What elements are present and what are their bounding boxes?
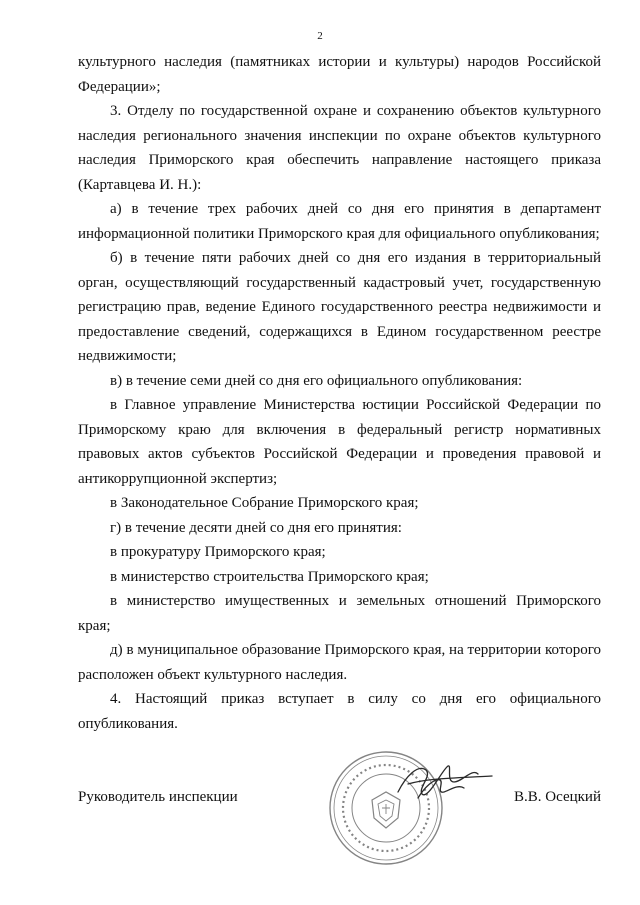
paragraph-subitem-a: а) в течение трех рабочих дней со дня его принятия в департамент информационной политики Приморского края для официального опубликования; xyxy=(78,201,601,242)
signatory-name: В.В. Осецкий xyxy=(514,789,601,805)
paragraph-ministry-construction: в министерство строительства Приморского края; xyxy=(110,568,429,585)
paragraph-prosecutor: в прокуратуру Приморского края; xyxy=(110,544,326,560)
document-body xyxy=(78,50,601,736)
paragraph-continuation: культурного наследия (памятниках истории и культуры) народов Российской Федерации»; xyxy=(78,54,601,95)
paragraph-item-3: 3. Отделу по государственной охране и сохранению объектов культурного наследия регионального значения инспекции по охране объектов культурного наследия Приморского края обеспечить направление настоящего приказа (Картавцева И. Н.): xyxy=(78,103,601,193)
page-number: 2 xyxy=(317,30,323,42)
paragraph-ministry-property: в министерство имущественных и земельных отношений Приморского края; xyxy=(78,593,601,634)
paragraph-legislative-assembly: в Законодательное Собрание Приморского края; xyxy=(110,495,419,511)
paragraph-ministry-justice: в Главное управление Министерства юстиции Российской Федерации по Приморскому краю для включения в федеральный регистр нормативных правовых актов субъектов Российской Федерации и проведения правовой и антикоррупционной экспертиз; xyxy=(78,397,601,487)
paragraph-subitem-g: г) в течение десяти дней со дня его принятия: xyxy=(110,519,402,536)
paragraph-item-4: 4. Настоящий приказ вступает в силу со дня его официального опубликования. xyxy=(78,691,601,732)
signatory-title: Руководитель инспекции xyxy=(78,789,238,805)
paragraph-subitem-d: д) в муниципальное образование Приморского края, на территории которого расположен объект культурного наследия. xyxy=(78,642,601,683)
paragraph-subitem-v: в) в течение семи дней со дня его официального опубликования: xyxy=(110,372,523,389)
signature-block xyxy=(78,785,601,809)
paragraph-subitem-b: б) в течение пяти рабочих дней со дня его издания в территориальный орган, осуществляющий государственный кадастровый учет, государственную регистрацию прав, ведение Единого государственного реестра недвижимости и предоставление сведений, содержащихся в Едином государственном реестре недвижимости; xyxy=(78,250,601,364)
